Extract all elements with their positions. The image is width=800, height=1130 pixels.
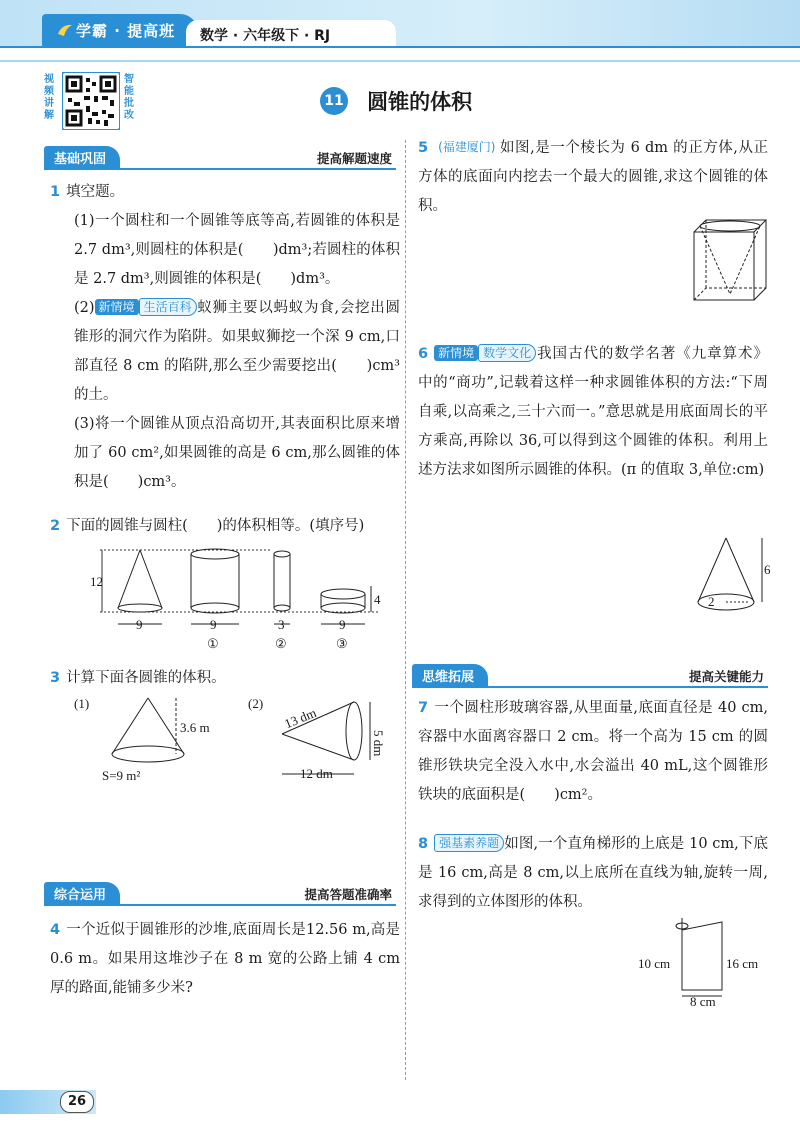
lesson-title: 圆锥的体积 — [367, 90, 473, 114]
q2-c2-base: 3 — [278, 617, 285, 632]
question-number: 1 — [50, 184, 61, 200]
tag-topic: 生活百科 — [139, 298, 197, 316]
q2-text: 下面的圆锥与圆柱( )的体积相等。(填序号) — [66, 518, 365, 534]
section-expand — [412, 664, 768, 688]
q3-cone-2 — [282, 702, 386, 781]
q2-cone — [118, 550, 162, 632]
tag-new-context: 新情境 — [434, 345, 478, 361]
question-number: 3 — [50, 670, 61, 686]
q7-text: 一个圆柱形玻璃容器,从里面量,底面直径是 40 cm,容器中水面离容器口 2 cm。将一个高为 15 cm 的圆锥形铁块完全没入水中,水会溢出 40 mL,这个圆锥形铁块的底面积是( )cm²。 — [418, 700, 768, 803]
q1-part2: (2) 新情境 生活百科 蚁狮主要以蚂蚁为食,会挖出圆锥形的洞穴作为陷阱。如果蚁狮挖一个深 9 cm,口部直径 8 cm 的陷阱,那么至少需要挖出( )cm³的土。 — [74, 300, 400, 403]
question-number: 7 — [418, 700, 429, 716]
q2-c1-base: 9 — [210, 617, 217, 632]
question-number: 2 — [50, 518, 61, 534]
q4-text: 一个近似于圆锥形的沙堆,底面周长是12.56 m,高是 0.6 m。如果用这堆沙子在 8 m 宽的公路上铺 4 cm 厚的路面,能铺多少米? — [50, 922, 400, 996]
header-rule — [0, 46, 800, 60]
section-apply-hint: 提高答题准确率 — [304, 887, 392, 902]
qr-label-video: 视频讲解 — [44, 74, 54, 121]
q1-part3: (3)将一个圆锥从顶点沿高切开,其表面积比原来增加了 60 cm²,如果圆锥的高是 6 cm,那么圆锥的体积是( )cm³。 — [74, 416, 400, 490]
q8-text: 如图,一个直角梯形的上底是 10 cm,下底是 16 cm,高是 8 cm,以上底所在直线为轴,旋转一周,求得到的立体图形的体积。 — [418, 836, 768, 910]
q2-cylinder-2 — [274, 551, 290, 651]
q6-radius: 2 — [708, 594, 715, 609]
q2-mark-2: ② — [275, 636, 287, 651]
subject-tab: 数学 · 六年级下 · RJ — [186, 20, 396, 46]
q2-c3-base: 9 — [339, 617, 346, 632]
page-number: 26 — [60, 1091, 94, 1113]
question-3 — [50, 664, 400, 693]
tag-new-context: 新情境 — [95, 299, 139, 315]
q3-height-1: 3.6 m — [180, 720, 210, 735]
q3-figure — [72, 694, 392, 794]
section-basic-hint: 提高解题速度 — [316, 151, 392, 166]
lesson-number: 11 — [320, 87, 348, 115]
section-basic — [44, 146, 396, 170]
question-1 — [50, 178, 400, 497]
q2-c3-height: 4 — [374, 592, 381, 607]
q2-cone-base: 9 — [136, 617, 143, 632]
question-number: 6 — [418, 346, 429, 362]
q2-figure — [90, 544, 390, 654]
section-expand-hint: 提高关键能力 — [688, 669, 764, 684]
q8-bottom-label: 8 cm — [690, 994, 716, 1009]
q3-cone-1 — [102, 698, 210, 783]
q6-height: 6 — [764, 562, 771, 577]
q8-left-label: 10 cm — [638, 956, 671, 971]
q3-slant-2: 13 dm — [282, 705, 319, 732]
qr-code-icon[interactable] — [62, 72, 120, 130]
question-number: 8 — [418, 836, 429, 852]
q2-mark-3: ③ — [336, 636, 348, 651]
question-8 — [418, 830, 768, 917]
question-4 — [50, 916, 400, 1003]
q3-label-1: (1) — [74, 696, 90, 711]
section-apply-label: 综合运用 — [44, 882, 120, 904]
brand-tab — [42, 14, 198, 46]
q2-height-label: 12 — [90, 574, 103, 589]
q2-mark-1: ① — [207, 636, 219, 651]
section-expand-label: 思维拓展 — [412, 664, 488, 686]
q2-cylinder-3 — [321, 586, 381, 651]
section-basic-label: 基础巩固 — [44, 146, 120, 168]
q2-cylinder-1 — [191, 549, 239, 651]
question-number: 5 — [418, 140, 429, 156]
q3-radius-2: 5 dm — [371, 730, 386, 757]
q5-text: 如图,是一个棱长为 6 dm 的正方体,从正方体的底面向内挖去一个最大的圆锥,求这个圆锥的体积。 — [418, 140, 768, 214]
tag-topic: 数学文化 — [478, 344, 536, 362]
question-7 — [418, 694, 768, 810]
q3-length-2: 12 dm — [300, 766, 333, 781]
q6-cone-figure — [690, 534, 774, 616]
q1-title: 填空题。 — [66, 184, 125, 200]
q6-text: 我国古代的数学名著《九章算术》中的“商功”,记载着这样一种求圆锥体积的方法:“下周自乘,以高乘之,三十六而一。”意思就是用底面周长的平方乘高,再除以 36,可以得到这个圆锥的体积。利用上述方法求如图所示圆锥的体积。(π 的值取 3,单位:cm) — [418, 346, 768, 478]
q8-right-label: 16 cm — [726, 956, 759, 971]
q3-text: 计算下面各圆锥的体积。 — [66, 670, 226, 686]
question-5 — [418, 134, 768, 221]
q5-cube-figure — [690, 218, 770, 304]
q3-label-2: (2) — [248, 696, 264, 711]
column-divider — [405, 140, 406, 1080]
brand-logo-icon — [56, 22, 74, 38]
question-6 — [418, 340, 768, 485]
section-apply — [44, 882, 396, 906]
qr-block — [44, 72, 140, 134]
question-number: 4 — [50, 922, 61, 938]
tag-strong-base: 强基素养题 — [434, 834, 504, 852]
q8-trapezoid-figure — [636, 918, 772, 1010]
brand-text: 学霸 · 提高班 — [76, 22, 176, 40]
question-2 — [50, 512, 400, 541]
q1-part1: (1)一个圆柱和一个圆锥等底等高,若圆锥的体积是 2.7 dm³,则圆柱的体积是( )dm³;若圆柱的体积是 2.7 dm³,则圆锥的体积是( )dm³。 — [74, 213, 400, 287]
lesson-heading — [320, 86, 472, 116]
q3-area-1: S=9 m² — [102, 768, 141, 783]
q5-source: (福建厦门) — [438, 140, 496, 154]
qr-label-grading: 智能批改 — [124, 74, 134, 121]
q1-part2-text: 蚁狮主要以蚂蚁为食,会挖出圆锥形的洞穴作为陷阱。如果蚁狮挖一个深 9 cm,口部直径 8 cm 的陷阱,那么至少需要挖出( )cm³的土。 — [74, 300, 400, 403]
